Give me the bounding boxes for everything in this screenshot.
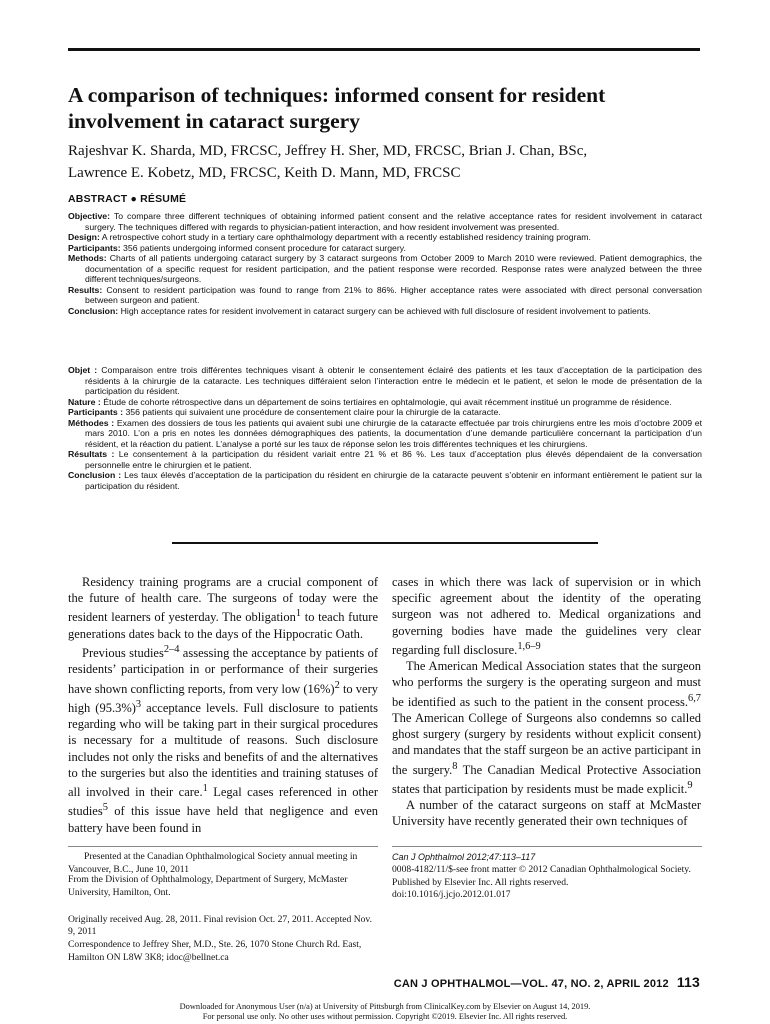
abstract-results: Results: Consent to resident participation was found to range from 21% to 86%. Higher acceptance rates were associated with direct personal conversation between surgeon and patient.	[68, 284, 702, 305]
journal-volume-issue: CAN J OPHTHALMOL—VOL. 47, NO. 2, APRIL 2012	[393, 978, 669, 990]
article-title: A comparison of techniques: informed consent for resident involvement in cataract surgery	[68, 83, 606, 133]
citation-ref: 3	[135, 698, 142, 710]
footnote-rule-right	[392, 846, 702, 847]
resume-nature: Nature : Étude de cohorte rétrospective dans un département de soins tertiaires en ophtalmologie, qui avait récemment institué un programme de résidence.	[68, 396, 672, 407]
abstract-heading: ABSTRACT ● RÉSUMÉ	[68, 193, 187, 205]
footnote-rule-left	[68, 846, 378, 847]
citation-ref: 1,6–9	[517, 640, 541, 652]
footnote-citation-block	[392, 851, 702, 902]
copyright-notice: 0008-4182/11/$-see front matter © 2012 Canadian Ophthalmological Society. Published by Elsevier Inc. All rights reserved.	[392, 863, 691, 888]
abstract-conclusion: Conclusion: High acceptance rates for resident involvement in cataract surgery can be achieved with full disclosure of resident involvement to patients.	[68, 305, 651, 316]
footnote-presentation	[68, 851, 378, 877]
citation-ref: 1	[202, 783, 208, 795]
resume-objet: Objet : Comparaison entre trois différentes techniques visant à obtenir le consentement éclairé des patients et les taux d’acceptation de la participation des résidents à la chirurgie de la cataracte. Les techniques différaient selon l’interaction entre le médecin et le patient, et selon le mode de présentation de la participation du résident.	[68, 365, 702, 396]
download-notice	[0, 1002, 770, 1021]
body-paragraph: The American Medical Association states that the surgeon who performs the surgery is the operating surgeon and must be identified as such to the patient in the consent process.$^{6,7}$ The American College of Surgeons also condemns so called ghost surgery (surgery by residents without explicit consent) and mandates that the staff surgeon be an active participant in the surgery.$^8$ The Canadian Medical Protective Association states that participation by residents must be made explicit.$^9$	[392, 659, 701, 797]
body-paragraph: Previous studies$^{2-4}$ assessing the acceptance by patients of residents’ participation in or performance of their surgeries have shown conflicting reports, from very low $(16\%)^2$ to very high $(95.3\%)^3$ acceptance levels. Full disclosure to patients regarding who will be taking part in their surgical procedures is necessary for a multitude of reasons. Such disclosure includes not only the risks and benefits of and the alternatives to the surgeries but also the identities and training statuses of all involved in their care.$^1$ Legal cases referenced in other studies$^5$ of this issue have held that negligence and even battery have been found in	[68, 643, 378, 835]
citation-ref: 1	[295, 608, 302, 620]
abstract-design: Design: A retrospective cohort study in a tertiary care ophthalmology department with a recently established residency training program.	[68, 232, 591, 242]
download-notice-line-2: For personal use only. No other uses without permission. Copyright ©2019. Elsevier Inc. All rights reserved.	[202, 1011, 568, 1021]
journal-citation: Can J Ophthalmol 2012;47:113–117	[392, 852, 536, 862]
citation-ref: 5	[102, 802, 108, 814]
citation-ref: 2	[334, 679, 340, 691]
page-number: 113	[676, 974, 700, 990]
citation-ref: 9	[687, 779, 693, 791]
footnote-correspondence: Correspondence to Jeffrey Sher, M.D., Ste. 26, 1070 Stone Church Rd. East, Hamilton ON L8W 3K8; idoc@bellnet.ca	[68, 939, 362, 963]
citation-ref: 2–4	[163, 643, 180, 655]
section-divider	[172, 542, 598, 544]
authors-line-2: Lawrence E. Kobetz, MD, FRCSC, Keith D. Mann, MD, FRCSC	[68, 165, 461, 181]
resume-resultats: Résultats : Le consentement à la participation du résident variait entre 21 % et 86 %. Les taux d’acceptation plus élevés dépendaient de la conversation personnelle entre le chirurgien et le patient.	[68, 449, 702, 470]
abstract-french	[68, 365, 702, 491]
footnote-affiliation	[68, 874, 378, 965]
footnote-from: From the Division of Ophthalmology, Department of Surgery, McMaster University, Hamilton, Ont.	[68, 874, 348, 898]
body-paragraph: A number of the cataract surgeons on staff at McMaster University have recently generated their own techniques of	[392, 798, 701, 829]
citation-ref: 8	[452, 760, 458, 772]
author-list	[68, 140, 708, 184]
abstract-methods: Methods: Charts of all patients undergoing cataract surgery by 3 cataract surgeons from October 2009 to March 2010 were reviewed. Patient demographics, the documentation of a specific request for resident participation, and the patient response were recorded. Response rates were analyzed between the three different techniques/surgeons.	[68, 253, 702, 284]
resume-conclusion: Conclusion : Les taux élevés d’acceptation de la participation du résident en chirurgie de la cataracte peuvent s’obtenir en informant entièrement le patient sur la participation du résident.	[68, 470, 702, 491]
top-rule	[68, 48, 700, 51]
body-column-right	[392, 574, 701, 830]
abstract-objective: Objective: To compare three different techniques of obtaining informed patient consent and the relative acceptance rates for resident involvement in cataract surgery. The techniques differed with regards to physician-patient interaction, and how resident involvement was presented.	[68, 211, 702, 232]
body-paragraph: cases in which there was lack of supervision or in which specific agreement about the identity of the operating surgeon was not adhered to. Medical organizations and governing bodies have made the guidelines very clear regarding full disclosure.$^{1,6-9}$	[392, 575, 701, 657]
abstract-participants: Participants: 356 patients undergoing informed consent procedure for cataract surgery.	[68, 242, 406, 253]
footnote-received: Originally received Aug. 28, 2011. Final revision Oct. 27, 2011. Accepted Nov. 9, 2011	[68, 913, 373, 938]
resume-participants: Participants : 356 patients qui suivaient une procédure de consentement claire pour la chirurgie de la cataracte.	[68, 407, 501, 417]
running-footer	[300, 974, 700, 990]
authors-line-1: Rajeshvar K. Sharda, MD, FRCSC, Jeffrey H. Sher, MD, FRCSC, Brian J. Chan, BSc,	[68, 143, 588, 159]
resume-methodes: Méthodes : Examen des dossiers de tous les patients qui avaient subi une chirurgie de la cataracte effectuée par trois chirurgiens entre les mois d’octobre 2009 et mars 2010. L’on a pris en notes les données démographiques des patients, la documentation d’une demande particulière concernant la participation d’un résident, et la réaction du patient. L’analyse a porté sur les taux de réponse selon les trois différentes techniques et les chirurgiens.	[68, 417, 702, 449]
citation-ref: 6,7	[687, 692, 701, 704]
download-notice-line-1: Downloaded for Anonymous User (n/a) at University of Pittsburgh from ClinicalKey.com by Elsevier on August 14, 2019.	[179, 1002, 591, 1011]
body-paragraph: Residency training programs are a crucial component of the future of health care. The surgeons of today were the resident learners of yesterday. The obligation$^1$ to teach future generations dates back to the days of the Hippocratic Oath.	[68, 575, 378, 641]
footnote-presented: Presented at the Canadian Ophthalmological Society annual meeting in Vancouver, B.C., June 10, 2011	[68, 851, 358, 875]
doi-link[interactable]: doi:10.1016/j.jcjo.2012.01.017	[392, 889, 511, 901]
abstract-english	[68, 211, 702, 316]
body-column-left	[68, 574, 378, 836]
